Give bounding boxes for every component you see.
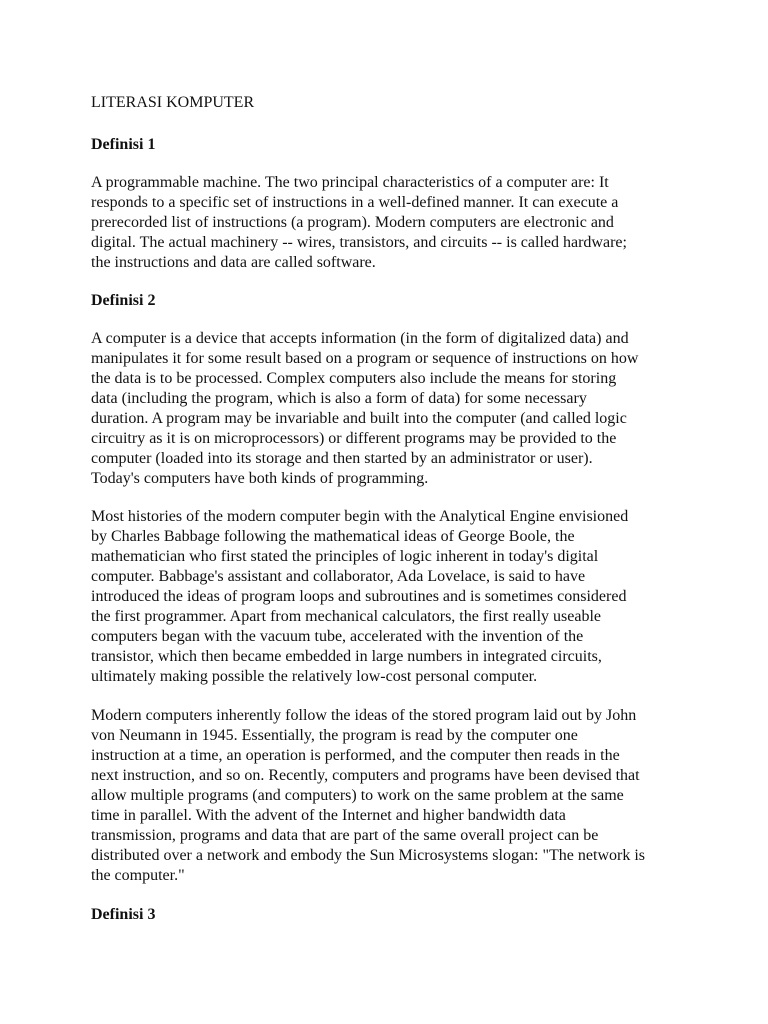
text-line: ultimately making possible the relatively low-cost personal computer. [91, 668, 538, 685]
text-line: Modern computers inherently follow the ideas of the stored program laid out by John [91, 707, 637, 724]
document-title: LITERASI KOMPUTER [91, 94, 255, 111]
text-line: time in parallel. With the advent of the Internet and higher bandwidth data [91, 807, 566, 824]
text-line: Most histories of the modern computer begin with the Analytical Engine envisioned [91, 508, 629, 525]
text-line: the data is to be processed. Complex computers also include the means for storing [91, 370, 617, 387]
text-line: introduced the ideas of program loops and subroutines and is sometimes considered [91, 588, 627, 605]
text-line: manipulates it for some result based on a program or sequence of instructions on how [91, 350, 639, 367]
text-line: transistor, which then became embedded in large numbers in integrated circuits, [91, 648, 602, 665]
text-line: the computer." [91, 867, 185, 884]
text-line: transmission, programs and data that are part of the same overall project can be [91, 827, 599, 844]
text-line: prerecorded list of instructions (a program). Modern computers are electronic and [91, 214, 614, 231]
paragraph-definisi-1 [91, 173, 627, 273]
paragraph-definisi-2-1 [91, 329, 638, 489]
text-line: the first programmer. Apart from mechanical calculators, the first really useable [91, 608, 602, 625]
text-line: next instruction, and so on. Recently, computers and programs have been devised that [91, 767, 640, 784]
text-line: data (including the program, which is also a form of data) for some necessary [91, 390, 587, 407]
text-line: Today's computers have both kinds of programming. [91, 470, 429, 487]
text-line: allow multiple programs (and computers) to work on the same problem at the same [91, 787, 624, 804]
text-line: mathematician who first stated the principles of logic inherent in today's digital [91, 548, 599, 565]
section-heading-definisi-2: Definisi 2 [91, 292, 156, 309]
text-line: responds to a specific set of instructions in a well-defined manner. It can execute a [91, 194, 619, 211]
text-line: circuitry as it is on microprocessors) or different programs may be provided to the [91, 430, 617, 447]
text-line: instruction at a time, an operation is performed, and the computer then reads in the [91, 747, 620, 764]
text-line: A programmable machine. The two principal characteristics of a computer are: It [91, 174, 609, 191]
text-line: duration. A program may be invariable and built into the computer (and called logic [91, 410, 627, 427]
section-heading-definisi-3: Definisi 3 [91, 906, 156, 923]
text-line: computer (loaded into its storage and then started by an administrator or user). [91, 450, 593, 467]
section-heading-definisi-1: Definisi 1 [91, 136, 156, 153]
text-line: by Charles Babbage following the mathematical ideas of George Boole, the [91, 528, 575, 545]
text-line: distributed over a network and embody the Sun Microsystems slogan: "The network is [91, 847, 645, 864]
text-line: computer. Babbage's assistant and collaborator, Ada Lovelace, is said to have [91, 568, 586, 585]
text-line: A computer is a device that accepts information (in the form of digitalized data) and [91, 330, 629, 347]
text-line: von Neumann in 1945. Essentially, the program is read by the computer one [91, 727, 578, 744]
text-line: the instructions and data are called software. [91, 254, 376, 271]
paragraph-definisi-2-2 [91, 507, 628, 687]
text-line: computers began with the vacuum tube, accelerated with the invention of the [91, 628, 584, 645]
paragraph-definisi-2-3 [91, 706, 645, 886]
text-line: digital. The actual machinery -- wires, transistors, and circuits -- is called hardware; [91, 234, 627, 251]
